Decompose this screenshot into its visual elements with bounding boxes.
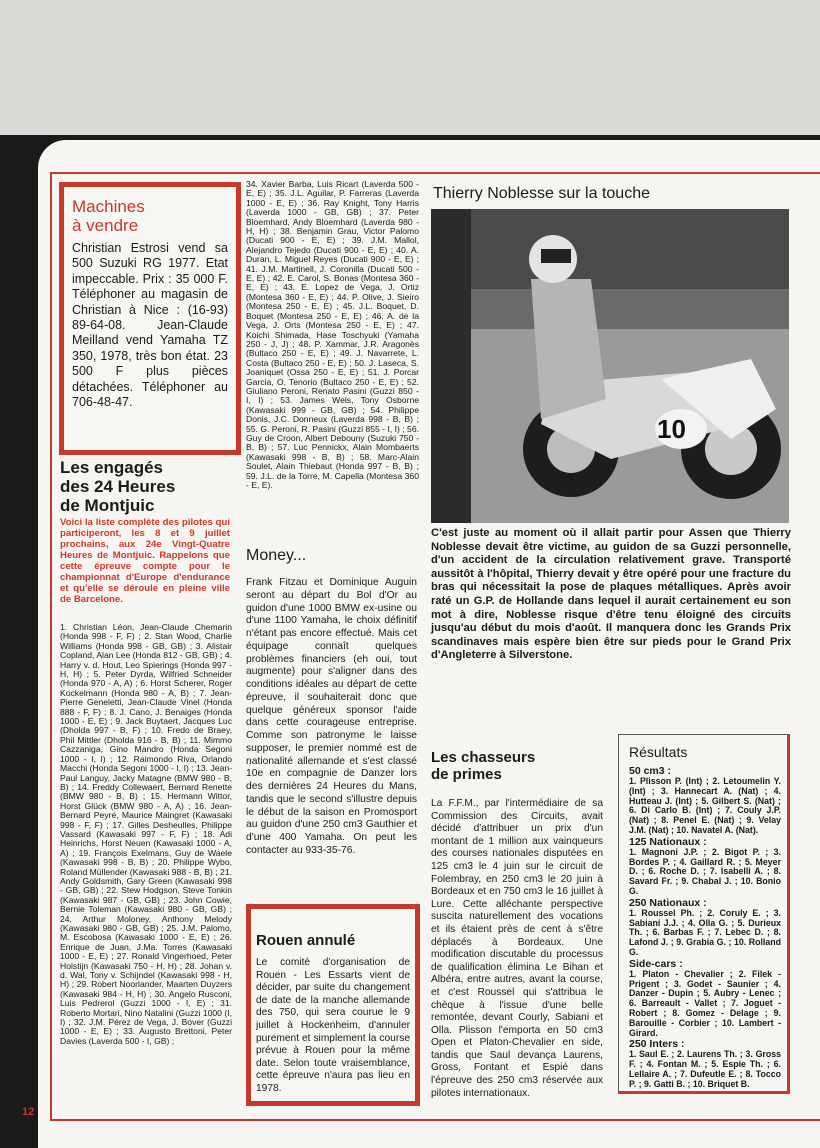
engages-heading [60, 458, 240, 515]
resultats-side-head: Side-cars : [629, 957, 683, 970]
resultats-50-head: 50 cm3 : [629, 765, 672, 777]
engages-list-continued: 34. Xavier Barba, Luis Ricart (Laverda 500 - E, E) ; 35. J.L. Aguilar, P. Farreras (Laverda 1000 - E, E) ; 36. Ray Knight, Tony Harris (Laverda 1000 - GB, GB) ; 37. Peter Bloemhard, Andy Bloemhard (Laverda 980 - H, H) ; 38. Benjamin Grau, Victor Palomo (Ducati 900 - E, E) ; 39. J.M. Mallol, Alejandro Tejedo (Ducati 900 - E, E) ; 40. A. Duran, L. Miguel Reyes (Ducati 900 - E, E) ; 41. J.M. Martinell, J. Coronilla (Ducati 500 - E, E) ; 42. E. Carol, S. Bonas (Montesa 360 - E, E) ; 43. E. Lopez de Vega, J. Ortiz (Montesa 360 - E, E) ; 44. P. Olive, J. Sieiro (Montesa 250 - E, E) ; 45. J.L. Boquet, D. Boquet (Montesa 250 - E, E) ; 46. A. de la Vega, J. Orts (Montesa 250 - E, E) ; 47. Koichi Shimada, Hase Toschyuki (Yamaha 250 - J, J) ; 48. P. Xammar, J.R. Aragonès (Bultaco 250 - E, E) ; 49. J. Navarrete, L. Costa (Bultaco 250 - E, E) ; 50. J. Laseca, S. Joaniquet (Ossa 250 - E, E) ; 51. J. Porcar Garcia, O. Tenorio (Bultaco 250 - E, E) ; 52. Giuliano Peroni, Renato Pasini (Guzzi 850 - I, I) ; 53. James Wels, Tony Osborne (Kawasaki 999 - GB, GB) ; 54. Philippe Donis, J.C. Donneux (Laverda 998 - B, B) ; 55. G. Peroni, R. Pasini (Guzzi 855 - I, I) ; 56. Guy de Croon, Albert Debouny (Suzuki 750 - B, B) ; 57. Luc Pennickx, Alain Mombaerts (Kawasaki 998 - B, B) ; 58. Marc-Alain Soulet, Alain Thiebaut (Honda 997 - B, B) ; 59. J.L. de la Torre, M. Capella (Montesa 360 - E, E). [246, 180, 419, 490]
rouen-box [246, 904, 420, 1106]
resultats-250: 1. Roussel Ph. ; 2. Coruly E. ; 3. Sabiani J.J. ; 4. Olla G. ; 5. Durieux Th. ; 6. Barbas F. ; 7. Lebec D. ; 8. Lafond J. ; 9. Grabia G. ; 10. Rolland G. [629, 907, 781, 957]
engages-title-line3: de Montjuic [60, 496, 155, 515]
rouen-title: Rouen annulé [256, 932, 356, 949]
noblesse-photo [431, 209, 789, 523]
resultats-50: 1. Plisson P. (Int) ; 2. Letoumelin Y. (Int) ; 3. Hannecart A. (Nat) ; 4. Hutteau J. (Int) ; 5. Gilbert S. (Nat) ; 6. Di Carlo B. (Int) ; 7. Couly J.P. (Nat) ; 8. Penel E. (Nat) ; 9. Velay J.M. (Nat) ; 10. Navatel A. (Nat). [629, 776, 781, 835]
scan-top-margin [0, 0, 820, 135]
sale-title-line2: à vendre [72, 216, 139, 235]
engages-intro: Voici la liste complète des pilotes qui participeront, les 8 et 9 juillet prochains, aux 24e Vingt-Quatre Heures de Montjuic. Rappelons que cette épreuve compte pour le championnat d'Europe d'endurance et qu'elle se déroule en pleine ville de Barcelone. [60, 517, 230, 605]
money-body: Frank Fitzau et Dominique Auguin seront au départ du Bol d'Or au guidon d'une 1000 BMW ex-usine ou d'une 1100 Yamaha, le choix définitif n'étant pas encore effectué. Mais cet équipage connaît quelques problèmes financiers (eh oui, tout augmente) pour s'aligner dans des conditions idéales au départ de cette épreuve, il souhaiterait donc que quelque généreux sponsor l'aide dans cette courageuse entreprise. Comme son patronyme le laisse supposer, le premier nommé est de nationalité allemande et s'est classé 10e en compagnie de Danzer lors des dernières 24 Heures du Mans, tandis que le second s'illustre depuis le début de la saison en Promosport au guidon d'une 250 cm3 Gauthier et d'une 400 Yamaha. On peut les contacter au 933-35-76. [246, 577, 417, 856]
sale-title-line1: Machines [72, 197, 145, 216]
resultats-125-head: 125 Nationaux : [629, 835, 707, 848]
engages-list: 1. Christian Léon, Jean-Claude Chemarin (Honda 998 - F, F) ; 2. Stan Wood, Charlie Williams (Honda 998 - GB, GB) ; 3. Alistair Copland, Alan Lee (Honda 812 - GB, GB) ; 4. Harry v. d. Hout, Leo Spierings (Honda 997 - H, H) ; 5. Peter Dyrda, Wilfried Schneider (Honda 970 - A, A) ; 6. Horst Scherer, Roger Kockelmann (Honda 980 - A, B) ; 7. Jean-Pierre Geneletti, Jean-Claude Vinel (Honda 888 - F, F) ; 8. J. Cano, J. Benaiges (Honda 1000 - E, E) ; 9. Jack Buytaert, Jacques Luc (Dholda 997 - B, F) ; 10. Fredo de Braey, Phil Mittler (Dholda 916 - B, B) ; 11. Mimmo Cazzaniga, Gino Mandro (Honda Segoni 1000 - I, I) ; 12. Raimondo Riva, Orlando Macchi (Honda Segoni 1000 - I, I) ; 13. Jean-Paul Languy, Jacky Matagne (BMW 980 - B, B) ; 14. Freddy Collewaert, Bernard Renette (BMW 980 - B, B) ; 15. Hermann Wittor, Horst Glück (BMW 980 - A, A) ; 16. Jean-Bernard Peyré, Maurice Maingret (Kawasaki 998 - F, F) ; 17. Gilles Desheulles, Philippe Vassard (Kawasaki 997 - F, F) ; 18. Adi Heinrichs, Horst Neuen (Kawasaki 1000 - A, A) ; 19. François Exelmans, Guy de Waele (Kawasaki 998 - B, B) ; 20. Philippe Wybo, Roland Müllender (Kawasaki 988 - B, B) ; 21. Andy Goldsmith, Gary Green (Kawasaki 998 - GB, GB) ; 22. Stew Hodgson, Steve Tonkin (Kawasaki 987 - GB, GB) ; 23. John Cowie, Bernie Toleman (Kawasaki 980 - GB, GB) ; 24. Arthur Moloney, Anthony Melody (Kawasaki 980 - GB, GB) ; 25. J.M. Palomo, M. Escobosa (Kawasaki 1000 - E, E) ; 26. Enrique de Juan, J.Ma. Torres (Kawasaki 1000 - E, E) ; 27. Ronald Vingerhoed, Peter Holstijn (Kawasaki 750 - H, H) ; 28. Johan v. d. Wal, Tony v. Schijndel (Kawasaki 998 - H, H) ; 29. Robert Noorlander, Maarten Duyzers (Kawasaki 984 - H, H) ; 30. Angelo Rusconi, Luis Pedrerol (Guzzi 1000 - I, E) ; 31. Roberto Mortari, Nino Natalini (Guzzi 1000 (I, I) ; 32. J.M. Pérez de Vega, J. Bover (Guzzi 1000 - E, E) ; 33. Augusto Brettoni, Peter Davies (Laverda 500 - I, GB) ; [60, 623, 232, 1046]
rouen-body: Le comité d'organisation de Rouen - Les Essarts vient de décider, par suite du changement de date de la manche allemande des 750, qui sera courue le 9 juillet à Hockenheim, d'annuler purement et simplement la course prévue à Rouen pour la même date. Selon toute vraisemblance, cette épreuve n'aura pas lieu en 1978. [256, 957, 410, 1094]
chasseurs-section [431, 734, 603, 1100]
chasseurs-title-line1: Les chasseurs [431, 749, 536, 766]
fairing-number: 10 [657, 414, 686, 444]
resultats-title: Résultats [629, 744, 688, 760]
money-title: Money... [246, 547, 307, 564]
noblesse-title: Thierry Noblesse sur la touche [433, 185, 650, 202]
engages-title-line2: des 24 Heures [60, 477, 176, 496]
resultats-250-head: 250 Nationaux : [629, 896, 707, 909]
sale-body: Christian Estrosi vend sa 500 Suzuki RG 1977. Etat impeccable. Prix : 35 000 F. Téléphoner au magasin de Christian à Nice : (16-93) 89-64-08. Jean-Claude Meilland vend Yamaha TZ 350, 1978, très bon état. 23 500 F plus pièces détachées. Téléphoner au 706-48-47. [72, 241, 228, 410]
sale-title [72, 197, 228, 235]
rider-photo-illustration [431, 209, 789, 523]
resultats-inter-head: 250 Inters : [629, 1038, 685, 1051]
engages-title-line1: Les engagés [60, 458, 163, 477]
noblesse-caption: C'est juste au moment où il allait partir pour Assen que Thierry Noblesse devait être victime, au guidon de sa Guzzi personnelle, d'un accident de la circulation relativement grave. Transporté aussitôt à l'hôpital, Thierry devait y être opéré pour une fracture du bras qui nécessitait la pose de plaques métalliques. Après avoir raté un G.P. de Hollande dans lequel il aurait certainement eu son mot à dire, Noblesse risque d'être tenu éloigné des circuits jusqu'au début du mois d'août. Il manquera donc les Grands Prix scandinaves mais espère bien être sur pieds pour le Grand Prix d'Angleterre à Silverstone. [431, 527, 791, 662]
sale-box [59, 182, 241, 455]
resultats-inter: 1. Saul E. ; 2. Laurens Th. ; 3. Gross F. ; 4. Fontan M. ; 5. Espie Th. ; 6. Lellaire A. ; 7. Dufeutle E. ; 8. Tocco P. ; 9. Gatti B. ; 10. Briquet B. [629, 1049, 781, 1089]
resultats-125: 1. Magnoni J.P. ; 2. Bigot P. ; 3. Bordes P. ; 4. Gaillard R. ; 5. Meyer D. ; 6. Roche D. ; 7. Isabelli A. ; 8. Savard Fr. ; 9. Chabal J. ; 10. Bonio G. [629, 846, 781, 896]
chasseurs-title-line2: de primes [431, 766, 502, 783]
resultats-box [618, 734, 790, 1094]
resultats-side: 1. Platon - Chevalier ; 2. Filek - Prigent ; 3. Godet - Saunier ; 4. Danzer - Dupin ; 5. Aubry - Lenec ; 6. Barreault - Vallet ; 7. Joguet - Robert ; 8. Gomez - Delage ; 9. Barouille - Corbier ; 10. Lambert - Girard. [629, 968, 781, 1038]
chasseurs-title [431, 749, 603, 783]
page-number: 12 [22, 1106, 35, 1118]
chasseurs-body: La F.F.M., par l'intermédiaire de sa Commission des Circuits, avait décidé d'attribuer un prix d'un montant de 1 million aux vainqueurs des courses nationales disputées en 125 cm3 le 4 juin sur le circuit de Folembray, en 250 cm3 le 20 juin à Bordeaux et en 750 cm3 le 16 juillet à Lure. Cette alléchante perspective suscita naturellement des vocations et ils étaient près de cent à s'être déplacés à Bordeaux. Une modification discutable du processus de qualification élimina Le Bihan et Albéra, entre autres, avant la course, et c'est Roussel qui s'attribua le chèque à l'issue d'une belle remontée, devant Courly, Sabiani et Olla. Plisson l'emporta en 50 cm3 Open et Platon-Chevalier en side, tandis que Saul devança Laurens, Gross, Fontant et Espié dans l'épreuve des 250 cm3 réservée aux pilotes internationaux. [431, 798, 603, 1099]
